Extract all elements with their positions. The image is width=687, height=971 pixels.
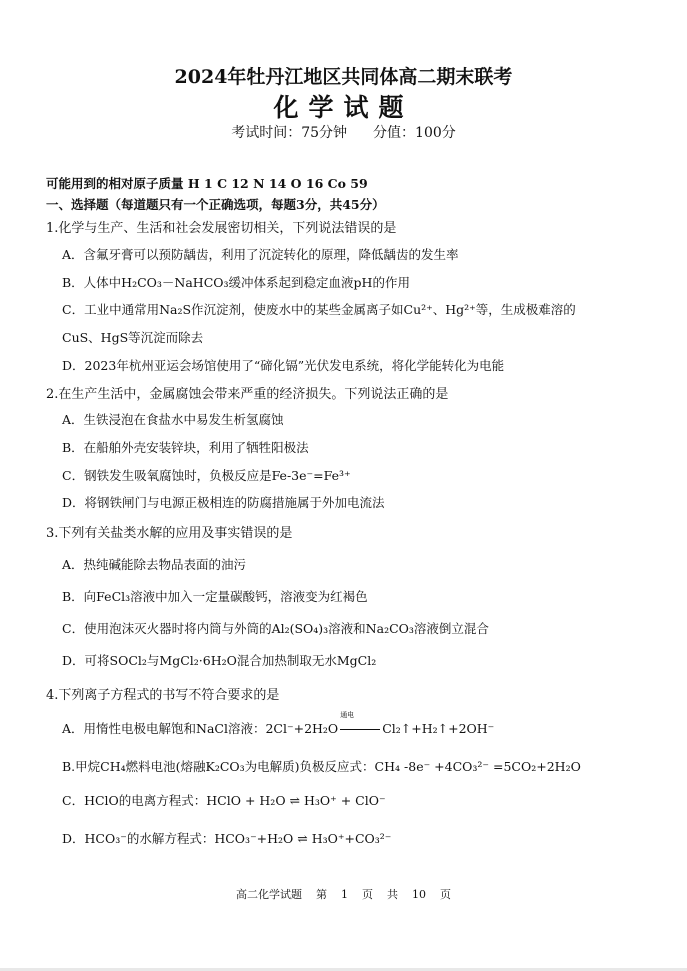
question-3-option-d: D．可将SOCl₂与MgCl₂·6H₂O混合加热制取无水MgCl₂ <box>62 653 377 668</box>
footer-total-pages: 10 <box>412 888 426 901</box>
electrolysis-arrow <box>338 711 382 736</box>
exam-title: 2024年牡丹江地区共同体高二期末联考 <box>174 66 513 88</box>
footer-subject: 高二化学试题 <box>236 888 302 901</box>
question-1-stem: 1.化学与生产、生活和社会发展密切相关，下列说法错误的是 <box>46 221 397 236</box>
question-4-option-c: C．HClO的电离方程式：HClO + H₂O ⇌ H₃O⁺ + ClO⁻ <box>62 793 386 808</box>
question-2-option-d: D．将钢铁闸门与电源正极相连的防腐措施属于外加电流法 <box>62 495 385 510</box>
question-4-option-a-rhs: Cl₂↑+H₂↑+2OH⁻ <box>382 721 495 736</box>
section-heading: 一、选择题（每道题只有一个正确选项，每题3分，共45分） <box>46 197 385 212</box>
question-3-option-b: B．向FeCl₃溶液中加入一定量碳酸钙，溶液变为红褐色 <box>62 589 368 604</box>
question-4-option-b: B.甲烷CH₄燃料电池(熔融K₂CO₃为电解质)负极反应式：CH₄ -8e⁻ +4CO₃²⁻ =5CO₂+2H₂O <box>62 759 581 774</box>
atomic-masses: 可能用到的相对原子质量 H 1 C 12 N 14 O 16 Co 59 <box>46 176 368 191</box>
question-4-option-a-lhs: A．用惰性电极电解饱和NaCl溶液：2Cl⁻+2H₂O <box>62 721 339 736</box>
question-4-stem: 4.下列离子方程式的书写不符合要求的是 <box>46 688 280 703</box>
question-1-option-d: D．2023年杭州亚运会场馆使用了“碲化镉”光伏发电系统，将化学能转化为电能 <box>62 358 505 373</box>
footer-ye-2: 页 <box>440 888 451 901</box>
question-1-option-b: B．人体中H₂CO₃－NaHCO₃缓冲体系起到稳定血液pH的作用 <box>62 275 410 290</box>
question-3-option-c: C．使用泡沫灭火器时将内筒与外筒的Al₂(SO₄)₃溶液和Na₂CO₃溶液倒立混合 <box>62 621 489 636</box>
question-3-option-a: A．热纯碱能除去物品表面的油污 <box>62 557 247 572</box>
page-footer <box>0 886 687 902</box>
footer-di: 第 <box>316 888 327 901</box>
question-3-stem: 3.下列有关盐类水解的应用及事实错误的是 <box>46 526 293 541</box>
question-2-option-b: B．在船舶外壳安装锌块，利用了牺牲阳极法 <box>62 440 309 455</box>
question-2-stem: 2.在生产生活中，金属腐蚀会带来严重的经济损失。下列说法正确的是 <box>46 387 449 402</box>
question-1-option-c: C．工业中通常用Na₂S作沉淀剂，使废水中的某些金属离子如Cu²⁺、Hg²⁺等，生成极难溶的 <box>62 302 576 317</box>
question-1-option-a: A．含氟牙膏可以预防龋齿，利用了沉淀转化的原理，降低龋齿的发生率 <box>62 247 459 262</box>
exam-subject: 化学试题 <box>273 93 414 122</box>
question-4-option-d: D．HCO₃⁻的水解方程式：HCO₃⁻+H₂O ⇌ H₃O⁺+CO₃²⁻ <box>62 831 392 846</box>
exam-score: 分值：100分 <box>373 125 456 141</box>
question-2-option-a: A．生铁浸泡在食盐水中易发生析氢腐蚀 <box>62 412 284 427</box>
question-2-option-c: C．钢铁发生吸氧腐蚀时，负极反应是Fe-3e⁻=Fe³⁺ <box>62 468 351 483</box>
electrolysis-condition: 通电 <box>340 711 355 719</box>
question-1-option-c-cont: CuS、HgS等沉淀而除去 <box>62 330 204 345</box>
footer-ye: 页 <box>362 888 373 901</box>
exam-time: 考试时间：75分钟 <box>231 125 348 141</box>
question-4-option-a <box>62 711 495 737</box>
footer-gong: 共 <box>387 888 398 901</box>
footer-page-number: 1 <box>341 888 348 901</box>
exam-meta <box>0 122 687 142</box>
